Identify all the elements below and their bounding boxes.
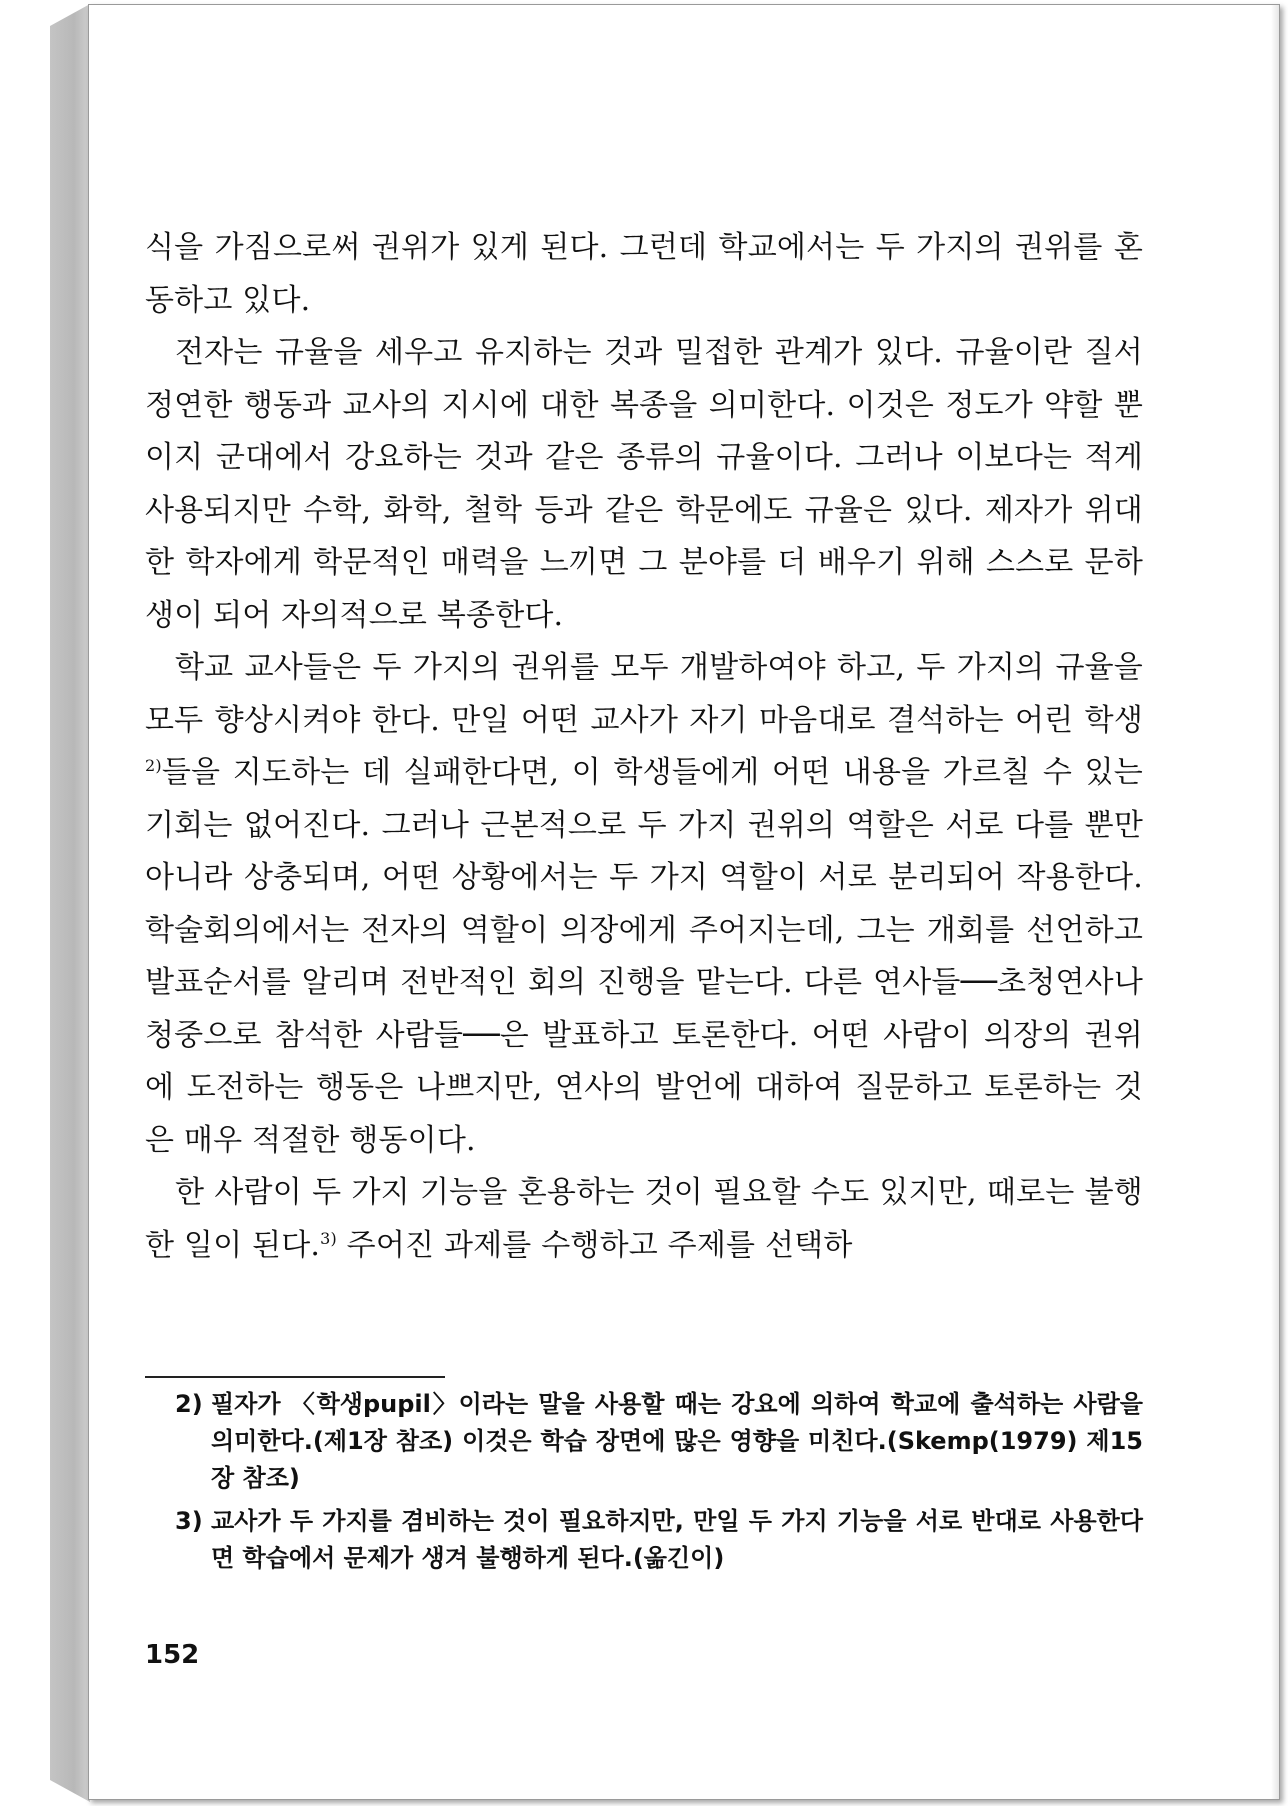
paragraph-4-text-before: 한 사람이 두 가지 기능을 혼용하는 것이 필요할 수도 있지만, 때로는 불행한 일이 된다. <box>145 1175 1143 1263</box>
body-text <box>145 222 1143 1272</box>
footnote-number: 2) <box>175 1390 203 1418</box>
paragraph-3 <box>145 642 1143 1167</box>
paragraph-2: 전자는 규율을 세우고 유지하는 것과 밀접한 관계가 있다. 규율이란 질서정연한 행동과 교사의 지시에 대한 복종을 의미한다. 이것은 정도가 약할 뿐이지 군대에서 강요하는 것과 같은 종류의 규율이다. 그러나 이보다는 적게 사용되지만 수학, 화학, 철학 등과 같은 학문에도 규율은 있다. 제자가 위대한 학자에게 학문적인 매력을 느끼면 그 분야를 더 배우기 위해 스스로 문하생이 되어 자의적으로 복종한다. <box>145 335 1143 633</box>
footnote-ref-3: 3) <box>320 1228 337 1248</box>
paragraph-1: 식을 가짐으로써 권위가 있게 된다. 그런데 학교에서는 두 가지의 권위를 혼동하고 있다. <box>145 230 1143 318</box>
page-number: 152 <box>145 1640 200 1670</box>
page-edge <box>1271 5 1279 1799</box>
footnote-ref-2: 2) <box>145 756 162 775</box>
footnote-number: 3) <box>175 1507 203 1535</box>
footnote-text: 교사가 두 가지를 겸비하는 것이 필요하지만, 만일 두 가지 기능을 서로 반대로 사용한다면 학습에서 문제가 생겨 불행하게 된다.(옮긴이) <box>211 1507 1143 1572</box>
paragraph-4-text-after: 주어진 과제를 수행하고 주제를 선택하 <box>336 1227 853 1263</box>
footnote-3 <box>175 1503 1143 1577</box>
footnotes <box>175 1386 1143 1583</box>
paragraph-3-text-after: 들을 지도하는 데 실패한다면, 이 학생들에게 어떤 내용을 가르칠 수 있는 기회는 없어진다. 그러나 근본적으로 두 가지 권위의 역할은 서로 다를 뿐만 아니라 상충되며, 어떤 상황에서는 두 가지 역할이 서로 분리되어 작용한다. 학술회의에서는 전자의 역할이 의장에게 주어지는데, 그는 개회를 선언하고 발표순서를 알리며 전반적인 회의 진행을 맡는다. 다른 연사들──초청연사나 청중으로 참석한 사람들──은 발표하고 토론한다. 어떤 사람이 의장의 권위에 도전하는 행동은 나쁘지만, 연사의 발언에 대하여 질문하고 토론하는 것은 매우 적절한 행동이다. <box>145 755 1143 1158</box>
footnote-2 <box>175 1386 1143 1497</box>
footnote-text: 필자가 〈학생pupil〉이라는 말을 사용할 때는 강요에 의하여 학교에 출석하는 사람을 의미한다.(제1장 참조) 이것은 학습 장면에 많은 영향을 미친다.(Skemp(1979) 제15장 참조) <box>211 1390 1143 1492</box>
footnote-divider <box>145 1376 445 1378</box>
book-spine <box>50 4 90 1802</box>
paragraph-3-text-before: 학교 교사들은 두 가지의 권위를 모두 개발하여야 하고, 두 가지의 규율을 모두 향상시켜야 한다. 만일 어떤 교사가 자기 마음대로 결석하는 어린 학생 <box>145 650 1143 738</box>
paragraph-4 <box>145 1167 1143 1272</box>
